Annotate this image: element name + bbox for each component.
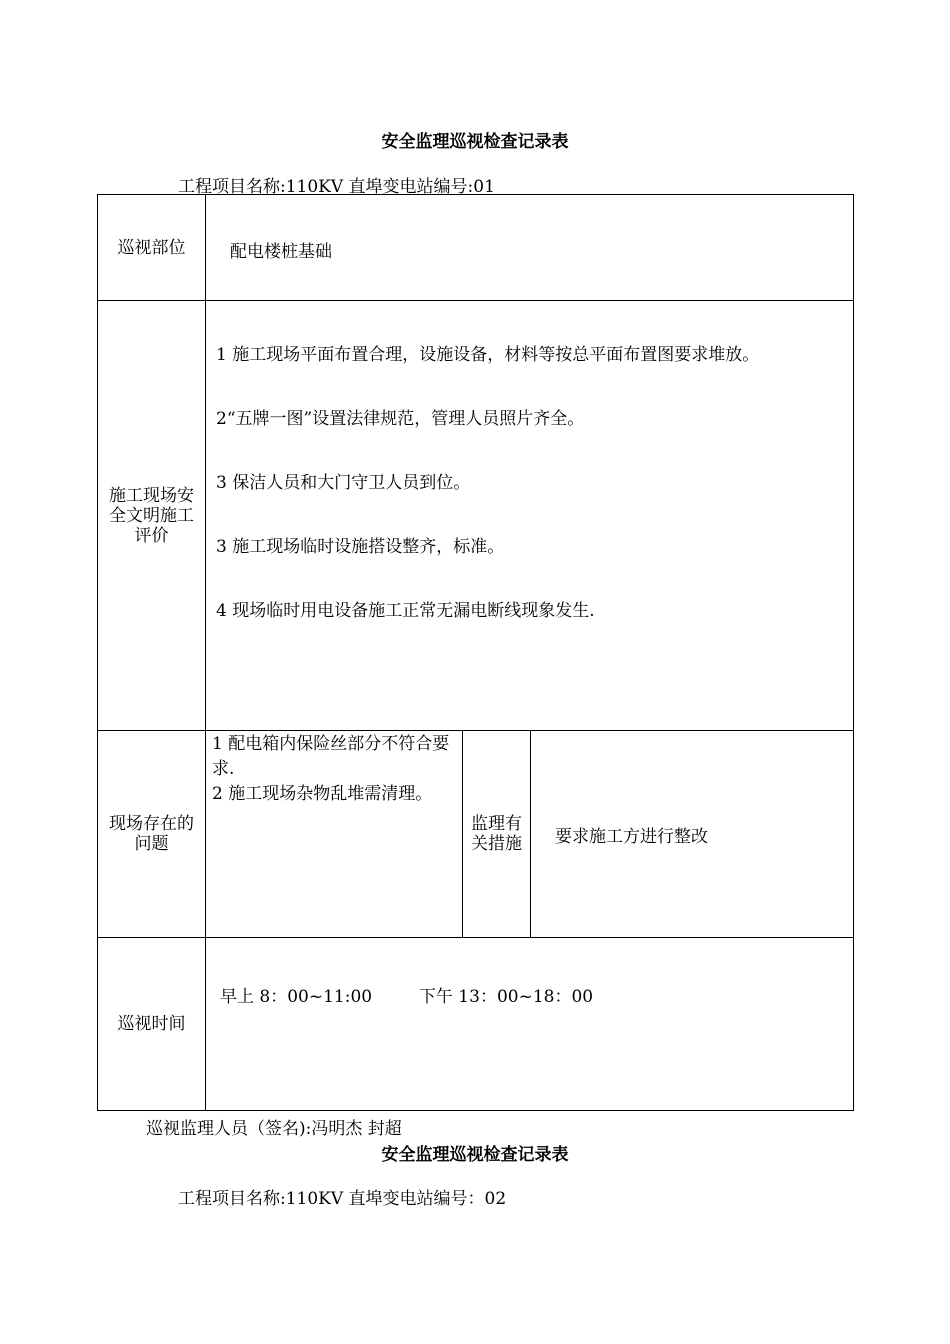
evaluation-item: 3 保洁人员和大门守卫人员到位。 xyxy=(216,473,471,493)
signature-line: 巡视监理人员（签名):冯明杰 封超 xyxy=(146,1119,402,1139)
project-line: 工程项目名称:110KV 直埠变电站编号:01 xyxy=(178,177,495,197)
issues-row xyxy=(98,731,854,938)
record-title: 安全监理巡视检查记录表 xyxy=(381,1145,569,1165)
evaluation-row xyxy=(98,301,854,731)
evaluation-item: 4 现场临时用电设备施工正常无漏电断线现象发生. xyxy=(216,601,595,621)
measures-label: 监理有关措施 xyxy=(463,731,531,938)
evaluation-list xyxy=(206,301,854,731)
time-value xyxy=(206,938,854,1111)
evaluation-item: 1 施工现场平面布置合理，设施设备，材料等按总平面布置图要求堆放。 xyxy=(216,345,760,365)
patrol-part-value: 配电楼桩基础 xyxy=(206,195,854,301)
evaluation-item: 2“五牌一图”设置法律规范，管理人员照片齐全。 xyxy=(216,409,585,429)
issues-list xyxy=(206,731,463,938)
issues-label: 现场存在的问题 xyxy=(98,731,206,938)
evaluation-label: 施工现场安全文明施工评价 xyxy=(98,301,206,731)
time-label: 巡视时间 xyxy=(98,938,206,1111)
issue-item: 1 配电箱内保险丝部分不符合要求. xyxy=(212,734,450,779)
patrol-part-row xyxy=(98,195,854,301)
time-row xyxy=(98,938,854,1111)
project-line: 工程项目名称:110KV 直埠变电站编号：02 xyxy=(178,1189,507,1209)
evaluation-item: 3 施工现场临时设施搭设整齐，标准。 xyxy=(216,537,505,557)
time-morning: 早上 8：00~11:00 xyxy=(220,987,373,1007)
time-afternoon: 下午 13：00~18：00 xyxy=(418,987,594,1007)
measures-value: 要求施工方进行整改 xyxy=(531,731,854,938)
patrol-part-label: 巡视部位 xyxy=(98,195,206,301)
record-title: 安全监理巡视检查记录表 xyxy=(381,132,569,152)
issue-item: 2 施工现场杂物乱堆需清理。 xyxy=(212,784,433,804)
inspection-record-table xyxy=(97,194,854,1111)
